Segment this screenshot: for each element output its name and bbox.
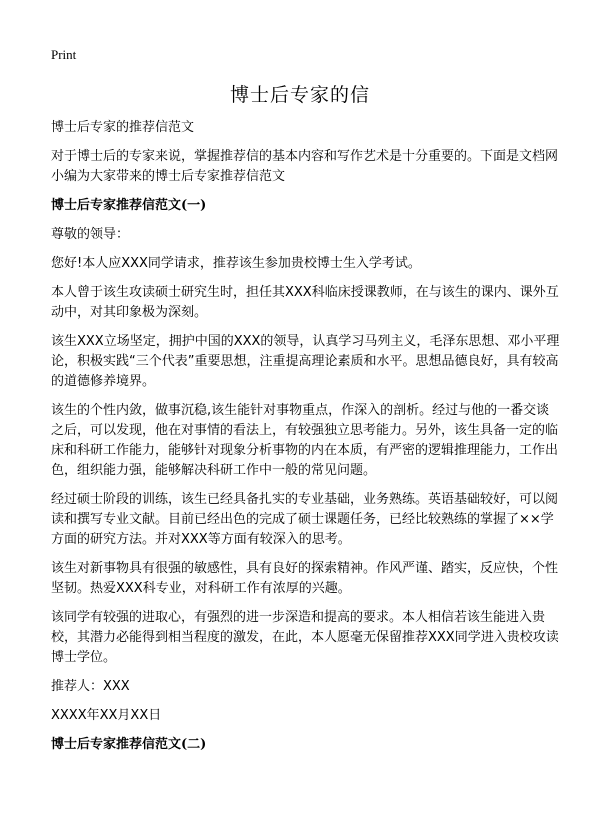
salutation: 尊敬的领导： xyxy=(51,227,130,242)
body-paragraph: 经过硕士阶段的训练，该生已经具备扎实的专业基础，业务熟练。英语基础较好，可以阅读和撰写专业文献。目前已经出色的完成了硕士课题任务，已经比较熟练的掌握了××学方面的研究方法。并对XXX等方面有较深入的思考。 xyxy=(51,492,559,547)
body-paragraph: 该同学有较强的进取心，有强烈的进一步深造和提高的要求。本人相信若该生能进入贵校，其潜力必能得到相当程度的激发，在此，本人愿毫无保留推荐XXX同学进入贵校攻读博士学位。 xyxy=(51,610,559,665)
page-title: 博士后专家的信 xyxy=(229,84,370,106)
subtitle: 博士后专家的推荐信范文 xyxy=(51,120,195,135)
body-paragraph: 该生对新事物具有很强的敏感性，具有良好的探索精神。作风严谨、踏实，反应快，个性坚韧。热爱XXX科专业，对科研工作有浓厚的兴趣。 xyxy=(51,561,559,596)
recommender: 推荐人：XXX xyxy=(51,679,130,694)
document-body xyxy=(51,118,560,764)
section-heading-1: 博士后专家推荐信范文(一) xyxy=(51,198,207,213)
print-link[interactable]: Print xyxy=(51,47,77,62)
body-paragraph: 您好!本人应XXX同学请求，推荐该生参加贵校博士生入学考试。 xyxy=(51,256,421,271)
intro-paragraph: 对于博士后的专家来说，掌握推荐信的基本内容和写作艺术是十分重要的。下面是文档网小编为大家带来的博士后专家推荐信范文 xyxy=(51,149,559,184)
body-paragraph: 该生的个性内敛，做事沉稳,该生能针对事物重点，作深入的剖析。经过与他的一番交谈之后，可以发现，他在对事情的看法上，有较强独立思考能力。另外，该生具备一定的临床和科研工作能力，能够针对现象分析事物的内在本质，有严密的逻辑推理能力，工作出色，组织能力强，能够解决科研工作中一般的常见问题。 xyxy=(51,403,559,478)
letter-date: XXXX年XX月XX日 xyxy=(51,708,162,723)
body-paragraph: 本人曾于该生攻读硕士研究生时，担任其XXX科临床授课教师，在与该生的课内、课外互动中，对其印象极为深刻。 xyxy=(51,285,559,320)
body-paragraph: 该生XXX立场坚定，拥护中国的XXX的领导，认真学习马列主义，毛泽东思想、邓小平理论，积极实践“三个代表”重要思想，注重提高理论素质和水平。思想品德良好，具有较高的道德修养境界。 xyxy=(51,334,560,389)
section-heading-2: 博士后专家推荐信范文(二) xyxy=(51,737,207,752)
